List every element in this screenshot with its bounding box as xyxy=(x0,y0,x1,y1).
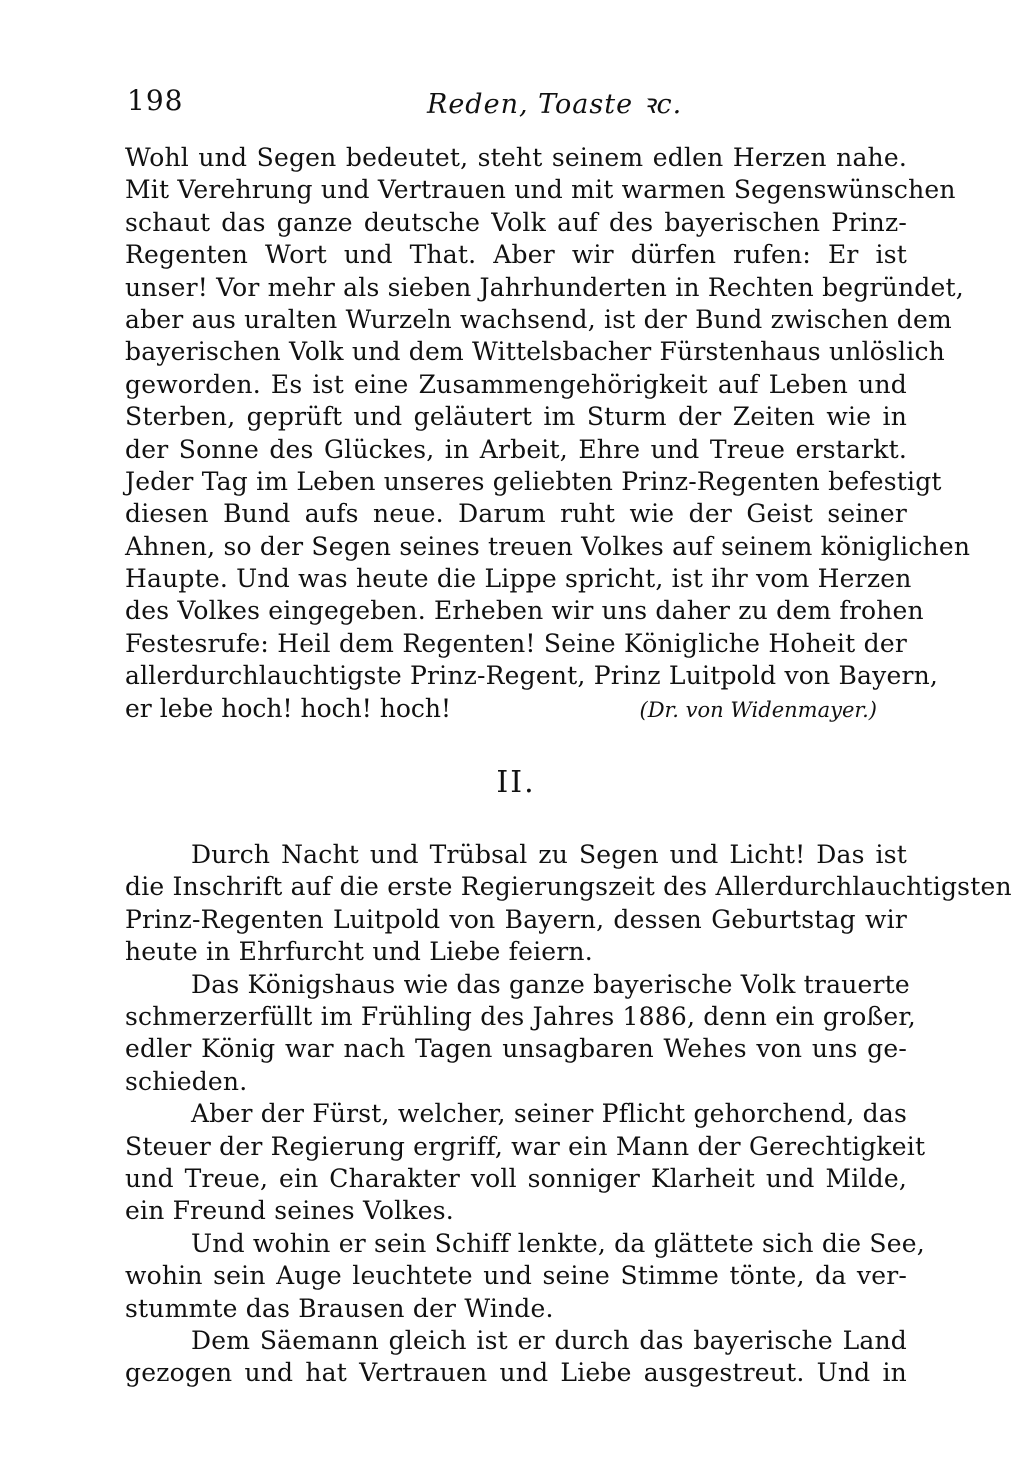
paragraph xyxy=(125,1098,926,1228)
text-line: Festesrufe: Heil dem Regenten! Seine Königliche Hoheit der xyxy=(125,628,907,658)
body-text xyxy=(125,142,1012,1390)
text-line: wohin sein Auge leuchtete und seine Stimme tönte, da ver- xyxy=(125,1261,907,1291)
text-line: Haupte. Und was heute die Lippe spricht, ist ihr vom Herzen xyxy=(125,564,912,594)
text-line: und Treue, ein Charakter voll sonniger Klarheit und Milde, xyxy=(125,1163,907,1193)
text-line: heute in Ehrfurcht und Liebe feiern. xyxy=(125,937,593,967)
closing-line: er lebe hoch! hoch! hoch! xyxy=(125,693,452,723)
running-head: Reden, Toaste ꝛc. xyxy=(427,89,683,120)
text-line: schieden. xyxy=(125,1066,248,1096)
text-line: Regenten Wort und That. Aber wir dürfen rufen: Er ist xyxy=(125,240,907,270)
text-line: bayerischen Volk und dem Wittelsbacher Fürstenhaus unlöslich xyxy=(125,337,945,367)
closing-line-with-signature xyxy=(125,693,907,725)
signature: (Dr. von Widenmayer.) xyxy=(639,697,877,722)
page-number: 198 xyxy=(127,84,184,117)
text-line: gezogen und hat Vertrauen und Liebe ausgestreut. Und in xyxy=(125,1358,907,1388)
text-line: geworden. Es ist eine Zusammengehörigkeit auf Leben und xyxy=(125,369,907,399)
paragraph xyxy=(125,969,916,1099)
text-line: Durch Nacht und Trübsal zu Segen und Licht! Das ist xyxy=(191,840,907,870)
text-line: Steuer der Regierung ergriff, war ein Mann der Gerechtigkeit xyxy=(125,1131,926,1161)
text-line: unser! Vor mehr als sieben Jahrhunderten in Rechten begründet, xyxy=(125,272,964,302)
section-2-text xyxy=(125,839,1012,1390)
paragraph xyxy=(125,1325,907,1390)
section-heading: II. xyxy=(496,765,536,801)
paragraph xyxy=(125,839,1012,969)
text-line: diesen Bund aufs neue. Darum ruht wie der Geist seiner xyxy=(125,499,907,529)
text-line: stummte das Brausen der Winde. xyxy=(125,1293,554,1323)
section-1-text xyxy=(125,142,971,725)
text-line: ein Freund seines Volkes. xyxy=(125,1196,454,1226)
page-header xyxy=(127,84,907,124)
text-line: Aber der Fürst, welcher, seiner Pflicht gehorchend, das xyxy=(191,1099,907,1129)
text-line: schmerzerfüllt im Frühling des Jahres 1886, denn ein großer, xyxy=(125,1001,916,1031)
text-line: Und wohin er sein Schiff lenkte, da glättete sich die See, xyxy=(191,1228,925,1258)
paragraph xyxy=(125,1228,925,1325)
text-line: die Inschrift auf die erste Regierungszeit des Allerdurchlauchtigsten xyxy=(125,872,1012,902)
text-line: Dem Säemann gleich ist er durch das bayerische Land xyxy=(191,1325,907,1355)
text-line: Sterben, geprüft und geläutert im Sturm der Zeiten wie in xyxy=(125,402,907,432)
text-line: Prinz-Regenten Luitpold von Bayern, dessen Geburtstag wir xyxy=(125,904,907,934)
text-line: Mit Verehrung und Vertrauen und mit warmen Segenswünschen xyxy=(125,175,956,205)
text-line: schaut das ganze deutsche Volk auf des bayerischen Prinz- xyxy=(125,207,907,237)
text-line: aber aus uralten Wurzeln wachsend, ist der Bund zwischen dem xyxy=(125,304,952,334)
text-line: der Sonne des Glückes, in Arbeit, Ehre und Treue erstarkt. xyxy=(125,434,907,464)
text-line: allerdurchlauchtigste Prinz-Regent, Prinz Luitpold von Bayern, xyxy=(125,661,939,691)
text-line: des Volkes eingegeben. Erheben wir uns daher zu dem frohen xyxy=(125,596,924,626)
text-line: Ahnen, so der Segen seines treuen Volkes auf seinem königlichen xyxy=(125,531,971,561)
text-line: Wohl und Segen bedeutet, steht seinem edlen Herzen nahe. xyxy=(125,143,907,172)
text-line: edler König war nach Tagen unsagbaren Wehes von uns ge- xyxy=(125,1034,907,1064)
text-line: Jeder Tag im Leben unseres geliebten Prinz-Regenten befestigt xyxy=(125,466,942,496)
text-line: Das Königshaus wie das ganze bayerische Volk trauerte xyxy=(191,969,910,999)
